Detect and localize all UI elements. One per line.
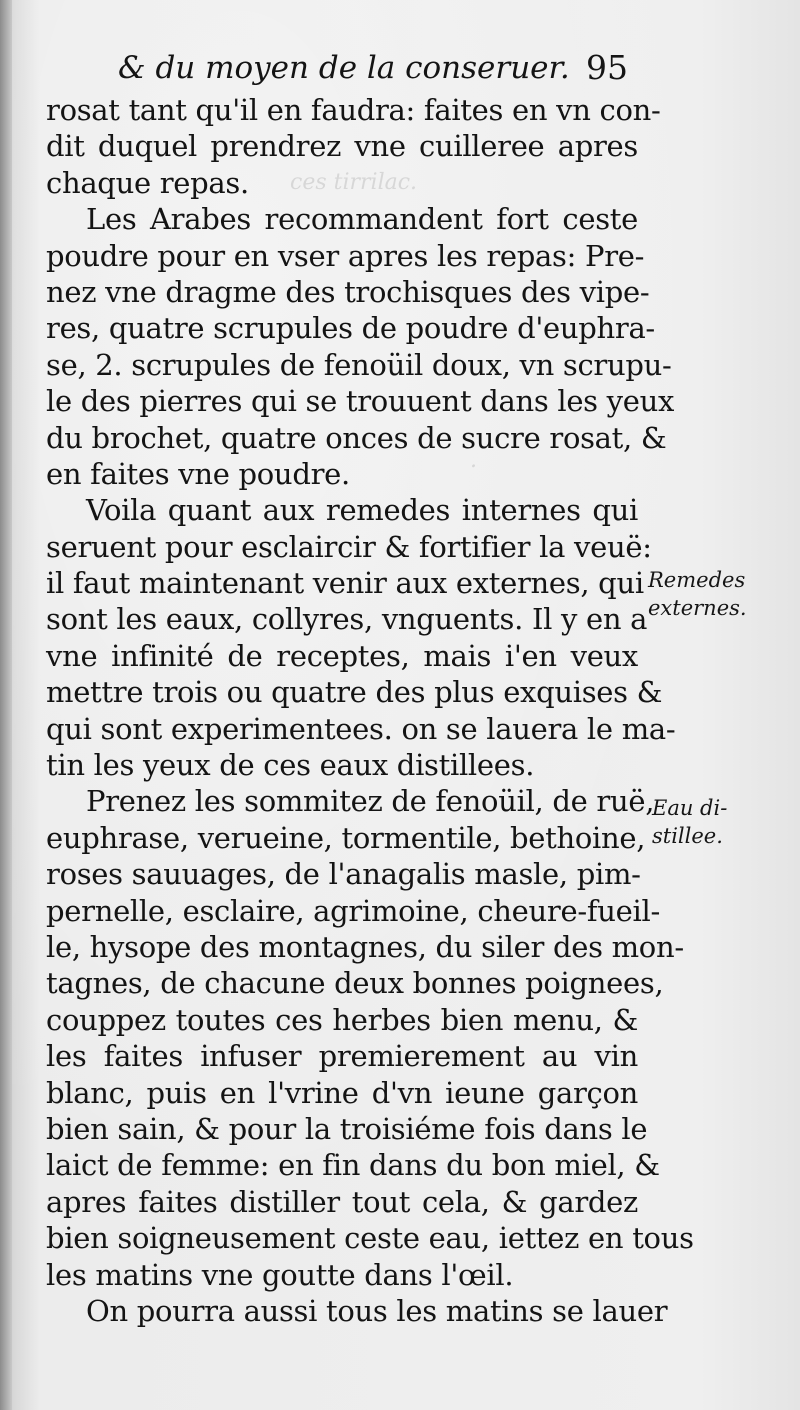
text-line: il faut maintenant venir aux externes, qui bbox=[46, 566, 644, 601]
text-line: le des pierres qui se trouuent dans les yeux bbox=[46, 384, 675, 419]
marginal-note-eau-distillee bbox=[652, 794, 727, 850]
text-line: mettre trois ou quatre des plus exquises & bbox=[46, 675, 663, 710]
text-line: euphrase, verueine, tormentile, bethoine, bbox=[46, 820, 646, 855]
text-line: chaque repas. bbox=[46, 165, 249, 200]
marginal-note-line: Eau di- bbox=[652, 796, 728, 820]
text-line: couppez toutes ces herbes bien menu, & bbox=[46, 1002, 638, 1037]
text-line: pernelle, esclaire, agrimoine, cheure-fueil- bbox=[46, 893, 660, 928]
text-line: apres faites distiller tout cela, & gardez bbox=[46, 1184, 638, 1219]
text-line: rosat tant qu'il en faudra: faites en vn con- bbox=[46, 93, 661, 127]
text-line: se, 2. scrupules de fenoüil doux, vn scrupu- bbox=[46, 347, 672, 382]
text-line: seruent pour esclaircir & fortifier la veuë: bbox=[46, 529, 652, 564]
text-line: res, quatre scrupules de poudre d'euphra- bbox=[46, 311, 655, 346]
show-through-bleed: ces tirrilac. bbox=[290, 170, 418, 195]
text-line: tin les yeux de ces eaux distillees. bbox=[46, 748, 535, 783]
running-head bbox=[118, 44, 638, 92]
paragraph-first-line: Voila quant aux remedes internes qui bbox=[86, 493, 638, 528]
text-line: roses sauuages, de l'anagalis masle, pim- bbox=[46, 857, 641, 892]
marginal-note-line: Remedes bbox=[648, 568, 746, 592]
running-head-title: & du moyen de la conseruer. bbox=[118, 50, 570, 86]
paragraph-first-line: On pourra aussi tous les matins se lauer bbox=[86, 1293, 668, 1328]
text-line: bien sain, & pour la troisiéme fois dans le bbox=[46, 1111, 648, 1146]
text-line: bien soigneusement ceste eau, iettez en tous bbox=[46, 1221, 694, 1256]
text-line: dit duquel prendrez vne cuilleree apres bbox=[46, 129, 638, 164]
text-line: tagnes, de chacune deux bonnes poignees, bbox=[46, 966, 664, 1001]
text-line: le, hysope des montagnes, du siler des mon- bbox=[46, 929, 684, 964]
text-line: qui sont experimentees. on se lauera le ma- bbox=[46, 711, 676, 746]
marginal-note-remedes-externes bbox=[648, 566, 747, 622]
page-gutter-shadow bbox=[0, 0, 12, 1410]
text-line: du brochet, quatre onces de sucre rosat, & bbox=[46, 420, 667, 455]
marginal-note-line: externes. bbox=[648, 596, 747, 620]
text-line: blanc, puis en l'vrine d'vn ieune garçon bbox=[46, 1075, 638, 1110]
text-line: vne infinité de receptes, mais i'en veux bbox=[46, 638, 638, 673]
paragraph-first-line: Prenez les sommitez de fenoüil, de ruë, bbox=[86, 784, 655, 819]
show-through-bleed: . bbox=[470, 448, 477, 473]
page-number: 95 bbox=[586, 48, 628, 87]
text-line: sont les eaux, collyres, vnguents. Il y en a bbox=[46, 602, 648, 637]
text-line: les matins vne goutte dans l'œil. bbox=[46, 1257, 514, 1292]
text-line: laict de femme: en fin dans du bon miel, & bbox=[46, 1148, 660, 1183]
text-line: nez vne dragme des trochisques des vipe- bbox=[46, 274, 650, 309]
paragraph-first-line: Les Arabes recommandent fort ceste bbox=[86, 202, 638, 237]
text-line: en faites vne poudre. bbox=[46, 456, 350, 491]
text-line: poudre pour en vser apres les repas: Pre- bbox=[46, 238, 645, 273]
text-line: les faites infuser premierement au vin bbox=[46, 1039, 638, 1074]
marginal-note-line: stillee. bbox=[652, 824, 723, 848]
